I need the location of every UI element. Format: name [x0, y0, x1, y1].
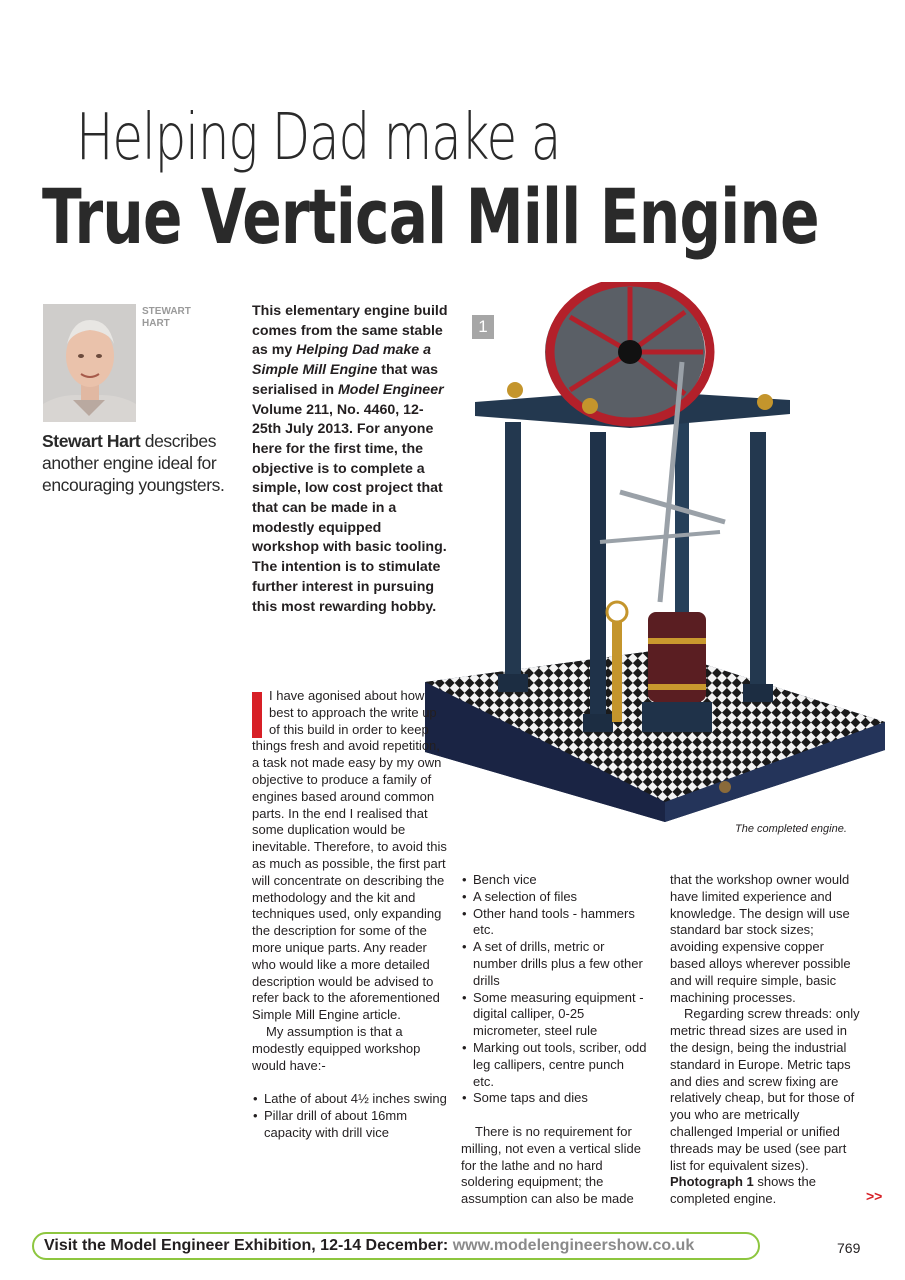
list-item: • Other hand tools - hammers etc.	[461, 906, 647, 940]
page-number: 769	[837, 1240, 861, 1256]
standfirst-magazine-title: Model Engineer	[337, 381, 444, 398]
photo-caption: The completed engine.	[735, 823, 847, 835]
footer-url-link[interactable]: www.modelengineershow.co.uk	[452, 1237, 695, 1254]
body-paragraph-3: There is no requirement for milling, not even a vertical slide for the lathe and no hard soldering equipment; the assumption can also be made	[461, 1123, 641, 1207]
list-item: • Bench vice	[461, 872, 647, 889]
list-item: • Lathe of about 4½ inches swing	[252, 1091, 448, 1108]
workshop-list-2	[461, 872, 647, 1107]
author-tag-last: HART	[142, 318, 170, 329]
drop-cap-bar	[252, 692, 262, 738]
headline-line-2: True Vertical Mill Engine	[42, 172, 819, 261]
author-tag	[142, 306, 202, 330]
body-paragraph-2: My assumption is that a modestly equipped workshop would have:-	[252, 1023, 421, 1073]
body-paragraph-5-text: Regarding screw threads: only metric thread sizes are used in the design, being the industrial standard in Europe. Metric taps and dies and screw fixing are relatively cheap, but for those of you who are metrically challenged Imperial or unified threads may be used (see part list for equivalent sizes).	[670, 1006, 860, 1173]
continued-arrow-icon[interactable]: >>	[866, 1188, 883, 1204]
body-column-1	[252, 688, 448, 1142]
workshop-list-1	[252, 1091, 448, 1141]
author-portrait	[43, 304, 136, 422]
byline	[42, 430, 242, 496]
standfirst-text-1: This elementary engine build comes from the same stable as my	[252, 303, 448, 359]
body-column-2	[461, 872, 647, 1208]
list-item: • A selection of files	[461, 889, 647, 906]
author-tag-first: STEWART	[142, 306, 191, 317]
list-item: • Some measuring equipment - digital calliper, 0-25 micrometer, steel rule	[461, 990, 647, 1040]
footer-label: Visit the Model Engineer Exhibition, 12-14 December:	[44, 1237, 453, 1254]
body-paragraph-5	[670, 1006, 860, 1208]
standfirst-text-3: Volume 211, No. 4460, 12-25th July 2013. For anyone here for the first time, the objective is to complete a simple, low cost project that that can be made in a modestly equipped workshop with basic tooling. The intention is to stimulate further interest in pursuing this most rewarding hobby.	[252, 401, 447, 615]
photo-number-badge: 1	[472, 315, 494, 339]
body-paragraph-1: I have agonised about how best to approach the write up of this build in order to keep things fresh and avoid repetition, a task not made easy by my own objective to produce a family of engines based around common parts. In the end I realised that some duplication would be inevitable. Therefore, to avoid this as much as possible, the first part will concentrate on describing the methodology and the kit and techniques used, only expanding the description for some of the more unique parts. Any reader who would like a more detailed description would be advised to refer back to the aforementioned Simple Mill Engine article.	[252, 688, 447, 1023]
list-item: • Marking out tools, scriber, odd leg callipers, centre punch etc.	[461, 1040, 647, 1090]
body-column-3	[670, 872, 860, 1208]
headline-line-1: Helping Dad make a	[76, 101, 561, 175]
list-item: • A set of drills, metric or number drills plus a few other drills	[461, 939, 647, 989]
list-item: • Some taps and dies	[461, 1090, 647, 1107]
author-portrait-image	[43, 304, 136, 422]
standfirst-article-title: Helping Dad make a Simple Mill Engine	[252, 342, 431, 379]
body-paragraph-4: that the workshop owner would have limited experience and knowledge. The design will use standard bar stock sizes; avoiding expensive copper based alloys wherever possible and will require simple, basic machining processes.	[670, 872, 851, 1005]
photo-reference: Photograph 1	[670, 1174, 754, 1190]
standfirst-text-2: that was serialised in	[252, 362, 439, 398]
engine-illustration	[420, 282, 890, 822]
byline-text: describes another engine ideal for encouraging youngsters.	[42, 431, 225, 495]
body-paragraph-5-end: shows the completed engine.	[670, 1174, 816, 1207]
byline-name: Stewart Hart	[42, 431, 141, 451]
engine-photograph	[420, 282, 890, 822]
list-item: • Pillar drill of about 16mm capacity with drill vice	[252, 1108, 448, 1142]
footer-text	[44, 1236, 694, 1256]
